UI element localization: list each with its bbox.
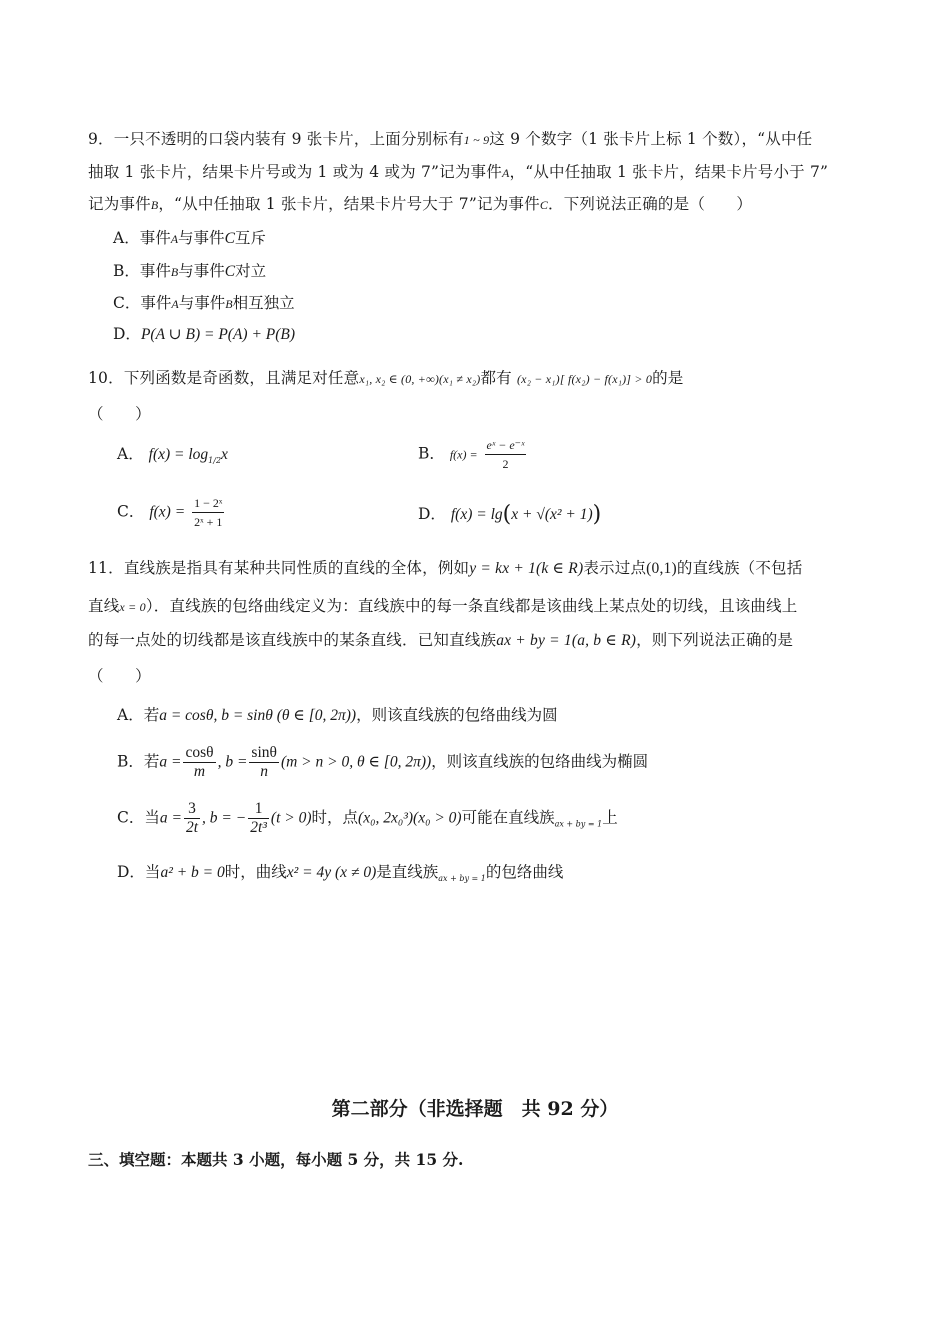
option-text: 上 (602, 808, 618, 827)
q10-paren: （ ） (88, 405, 151, 423)
option-text: 与事件 (178, 262, 225, 280)
option-text: 相互独立 (232, 294, 295, 312)
option-label: B． (418, 444, 445, 463)
event-a: A (170, 232, 179, 246)
option-text: ，则该直线族的包络曲线为圆 (356, 706, 558, 724)
option-math: , b = − (202, 809, 247, 827)
q9-text: ．下列说法正确的是（ ） (548, 195, 753, 213)
q9-text: 9．一只不透明的口袋内装有 9 张卡片，上面分别标有 (88, 130, 464, 148)
q10-inequality: (x₂ − x₁)[ f(x₂) − f(x₁)] > 0 (516, 372, 653, 386)
q9-line2 (88, 160, 828, 182)
q9-option-c[interactable] (113, 291, 295, 313)
q9-text: 抽取 1 张卡片，结果卡片号或为 1 或为 4 或为 7”记为事件 (88, 163, 502, 181)
option-text: 对立 (235, 262, 267, 280)
q11-option-b[interactable] (117, 744, 648, 781)
option-math: f(x) = (449, 447, 478, 462)
event-c: C (224, 230, 235, 247)
q11-text: 表示过点 (583, 559, 647, 577)
fraction (183, 744, 215, 781)
option-math: f(x) = log (148, 446, 209, 463)
option-math: (t > 0) (270, 809, 312, 827)
event-b: B (225, 297, 233, 311)
denominator: 2 (502, 457, 509, 471)
event-c: C (539, 198, 549, 212)
q10-option-d[interactable]: D． f(x) = lg(x + √(x² + 1)) (418, 502, 602, 527)
q9-text: ，“从中任抽取 1 张卡片，结果卡片号小于 7” (509, 163, 829, 181)
part-two-heading: 第二部分（非选择题 共 92 分） (331, 1098, 619, 1120)
fraction (192, 494, 224, 531)
q11-text: ）．直线族的包络曲线定义为：直线族中的每一条直线都是该曲线上某点处的切线，且该曲线上 (145, 597, 798, 615)
option-label: C．当 (117, 808, 160, 827)
option-label: A．若 (117, 706, 160, 724)
q11-line1 (88, 556, 802, 578)
q11-line3 (88, 628, 793, 650)
q9-line1 (88, 127, 812, 149)
option-label: A． (117, 445, 144, 463)
numerator: 1 (248, 800, 269, 819)
option-text: 互斥 (234, 229, 266, 247)
denominator: 2t³ (250, 819, 267, 836)
q11-text: 的直线族（不包括 (676, 559, 803, 577)
q11-example: y = kx + 1(k ∈ R) (469, 560, 584, 577)
q11-text: 11．直线族是指具有某种共同性质的直线的全体，例如 (88, 559, 470, 577)
option-math: f(x) = lg (450, 506, 503, 523)
event-b: B (170, 265, 179, 279)
log-base: 1/2 (208, 456, 222, 466)
denominator: n (260, 763, 269, 780)
option-text: 与事件 (178, 294, 226, 312)
option-label: D． (418, 505, 446, 523)
option-math: a = cosθ, b = sinθ (θ ∈ [0, 2π)) (159, 707, 357, 724)
q9-option-b[interactable] (113, 259, 266, 281)
option-text: 可能在直线族 (461, 808, 555, 827)
q11-option-d[interactable] (117, 860, 563, 883)
option-text: C．事件 (113, 294, 172, 312)
q9-range: 1 ~ 9 (463, 133, 490, 147)
q9-option-d[interactable] (113, 322, 295, 344)
fraction (485, 436, 527, 473)
option-math: (m > n > 0, θ ∈ [0, 2π)) (280, 753, 432, 771)
option-text: A．事件 (113, 229, 171, 247)
option-math: a = (159, 809, 182, 827)
option-math: a² + b = 0 (160, 864, 225, 881)
q11-point: (0,1) (646, 560, 677, 577)
q10-text: 10．下列函数是奇函数，且满足对任意 (88, 369, 360, 387)
fraction (248, 800, 269, 837)
option-label: D．当 (117, 863, 161, 881)
option-math: f(x) = (149, 503, 186, 521)
option-math: (x₀, 2x₀³)(x₀ > 0) (358, 809, 462, 827)
numerator: eˣ − e⁻ˣ (485, 436, 527, 455)
option-label: B．若 (117, 752, 160, 771)
q11-text: 的每一点处的切线都是该直线族中的某条直线．已知直线族 (88, 631, 497, 649)
q9-text: 这 9 个数字（1 张卡片上标 1 个数），“从中任 (489, 130, 813, 148)
option-text: 与事件 (178, 229, 225, 247)
q11-text: ，则下列说法正确的是 (636, 631, 794, 649)
numerator: 3 (184, 800, 200, 819)
option-math: P(A ∪ B) = P(A) + P(B) (140, 326, 296, 343)
q9-line3 (88, 192, 752, 214)
event-a: A (501, 166, 510, 180)
option-text: D． (113, 325, 141, 343)
option-text: ，则该直线族的包络曲线为椭圆 (431, 752, 649, 771)
section-three-title: 三、填空题：本题共 3 小题，每小题 5 分，共 15 分. (88, 1150, 464, 1169)
fraction (249, 744, 279, 781)
event-c: C (224, 263, 236, 280)
q10-text: 的是 (652, 369, 684, 387)
option-math: ax + by = 1 (554, 819, 603, 829)
q11-math: x = 0 (119, 600, 146, 614)
q10-text: 都有 (480, 369, 512, 387)
fraction (184, 800, 200, 837)
option-text: 时，曲线 (224, 863, 287, 881)
q10-option-c[interactable] (117, 494, 226, 531)
q10-option-b[interactable] (418, 436, 528, 473)
q11-paren: （ ） (88, 667, 151, 685)
numerator: 1 − 2ˣ (192, 494, 224, 513)
q9-text: 记为事件 (88, 195, 151, 213)
q9-option-a[interactable] (113, 226, 266, 248)
option-text: 是直线族 (376, 863, 439, 881)
option-math: x + √(x² + 1) (511, 506, 593, 523)
denominator: 2ˣ + 1 (194, 515, 223, 529)
option-math: x² = 4y (x ≠ 0) (286, 864, 377, 881)
option-text: B．事件 (113, 262, 171, 280)
q11-option-a[interactable] (117, 703, 558, 725)
option-math: ax + by = 1 (438, 874, 486, 884)
q10-option-a[interactable] (117, 442, 228, 465)
event-b: B (150, 198, 159, 212)
denominator: m (193, 763, 206, 780)
option-math: a = (159, 753, 182, 771)
q10-line1 (88, 366, 683, 388)
event-a: A (171, 297, 179, 311)
q11-option-c[interactable] (117, 800, 618, 837)
option-label: C． (117, 502, 145, 521)
numerator: sinθ (251, 744, 277, 761)
q11-family: ax + by = 1(a, b ∈ R) (496, 632, 637, 649)
option-math: , b = (217, 753, 248, 771)
option-text: 的包络曲线 (485, 863, 564, 881)
q10-condition: x₁, x₂ ∈ (0, +∞)(x₁ ≠ x₂) (359, 372, 481, 386)
denominator: 2t (185, 819, 199, 836)
q9-text: ，“从中任抽取 1 张卡片，结果卡片号大于 7”记为事件 (158, 195, 540, 213)
q11-line2 (88, 594, 798, 616)
q11-text: 直线 (88, 597, 120, 615)
option-math: x (221, 446, 228, 463)
numerator: cosθ (185, 744, 214, 761)
option-text: 时，点 (311, 808, 359, 827)
